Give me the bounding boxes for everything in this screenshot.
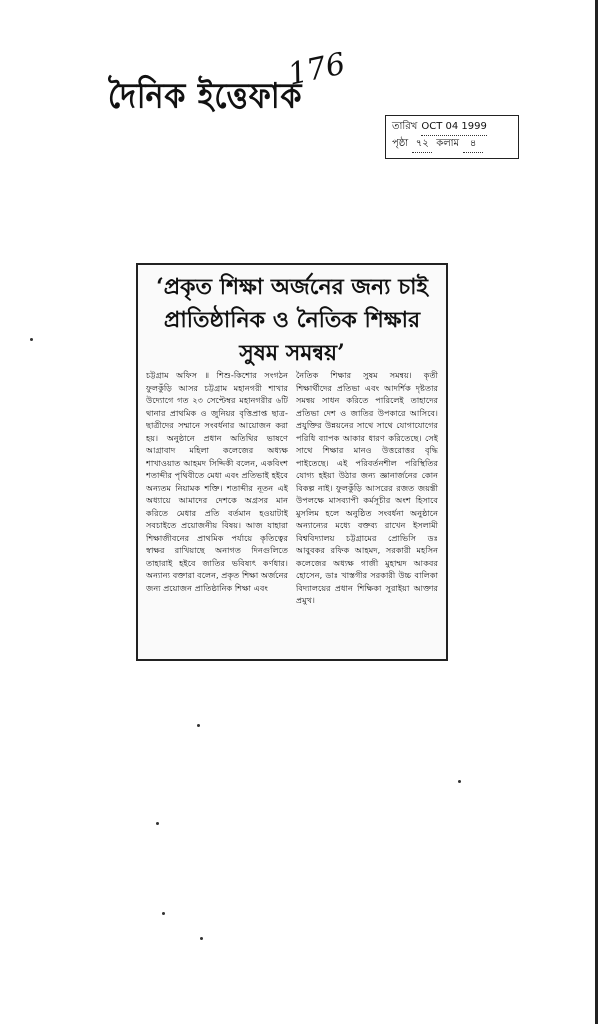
article-column-1: [146, 369, 288, 653]
stamp-page-value: ৭২: [412, 136, 432, 153]
article-headline: [144, 271, 440, 370]
headline-line-3: সুষম সমন্বয়’: [239, 340, 345, 366]
stamp-page-row: [392, 136, 512, 153]
article-column-2-text: নৈতিক শিক্ষার সুষম সমন্বয়। কৃতী শিক্ষার্থীদের প্রতিভা এবং আদর্শিক দৃষ্টতার সমন্বয় সাধন করিতে পারিলেই তাহাদের প্রতিভা দেশ ও জাতির উপকারে আসিবে। প্রযুক্তির উন্নয়নের সাথে সাথে যোগাযোগের পরিধি ব্যাপক আকার ধারণ করিতেছে। সেই সাথে শিক্ষার মানও উত্তরোত্তর বৃদ্ধি পাইতেছে। এই পরিবর্তনশীল পরিস্থিতির যোগ্য হইয়া উঠার জন্য জ্ঞানার্জনের কোন বিকল্প নাই। ফুলকুঁড়ি আসরের রজত জয়ন্তী উপলক্ষে মাসব্যাপী কর্মসূচীর অংশ হিসাবে মুসলিম হলে অনুষ্ঠিত সংবর্ধনা অনুষ্ঠানে অন্যান্যের মধ্যে বক্তব্য রাখেন ইসলামী বিশ্ববিদ্যালয় চট্টগ্রামের প্রোভিসি ডঃ আবুবকর রফিক আহমদ, সরকারী মহসিন কলেজের অধ্যক্ষ গাজী মুহাম্মদ আকবর হোসেন, ডাঃ খাস্তগীর সরকারী উচ্চ বালিকা বিদ্যালয়ের প্রধান শিক্ষিকা সুরাইয়া আক্তার প্রমুখ।: [296, 370, 438, 605]
article-body: [146, 369, 438, 653]
scan-speck: [156, 822, 159, 825]
stamp-column-label: কলাম: [436, 138, 460, 149]
article-column-2: [296, 369, 438, 653]
scan-speck: [200, 937, 203, 940]
newspaper-masthead: দৈনিক ইত্তেফাক: [108, 76, 303, 117]
scan-speck: [458, 780, 461, 783]
stamp-page-label: পৃষ্ঠা: [392, 138, 409, 149]
headline-line-2: প্রাতিষ্ঠানিক ও নৈতিক শিক্ষার: [163, 307, 421, 333]
date-stamp: [385, 115, 519, 159]
scan-speck: [197, 724, 200, 727]
stamp-date-value: OCT 04 1999: [421, 119, 487, 136]
newspaper-clipping: [136, 263, 448, 661]
article-column-1-text: চট্টগ্রাম অফিস ॥ শিশু-কিশোর সংগঠন ফুলকুঁড়ি আসর চট্টগ্রাম মহানগরী শাখার উদ্যোগে গত ২৩ সেপ্টেম্বর মহানগরীর ৬টি থানার প্রাথমিক ও জুনিয়র বৃত্তিপ্রাপ্ত ছাত্র-ছাত্রীদের সম্মানে সংবর্ধনার আয়োজন করা হয়। অনুষ্ঠানে প্রধান অতিথির ভাষণে আগ্রাবাদ মহিলা কলেজের অধ্যক্ষ শাখাওয়াত আহমদ সিদ্দিকী বলেন, একবিংশ শতাব্দীর পৃথিবীতে মেধা এবং প্রতিভাই হইবে অন্যতম নিয়ামক শক্তি। শতাব্দীর নূতন এই অধ্যায়ে আমাদের দেশকে অগ্রসর মান করিতে মেধার প্রতি বর্তমান হওয়াটাই সবচাইতে প্রয়োজনীয় বিষয়। আজ যাহারা শিক্ষাজীবনের প্রাথমিক পর্যায়ে কৃতিত্বের স্বাক্ষর রাখিয়াছে অনাগত দিনগুলিতে তাহারাই হইবে জাতির ভবিষ্যৎ কর্ণধার। অন্যান্য বক্তারা বলেন, প্রকৃত শিক্ষা অর্জনের জন্য প্রয়োজন প্রাতিষ্ঠানিক শিক্ষা এবং: [146, 370, 288, 593]
scan-speck: [162, 912, 165, 915]
scan-speck: [30, 338, 33, 341]
handwritten-page-number: 176: [284, 46, 349, 93]
stamp-date-label: তারিখ: [392, 121, 418, 132]
stamp-column-value: ৪: [463, 136, 483, 153]
headline-line-1: ‘প্রকৃত শিক্ষা অর্জনের জন্য চাই: [156, 274, 428, 300]
stamp-date-row: [392, 119, 512, 136]
